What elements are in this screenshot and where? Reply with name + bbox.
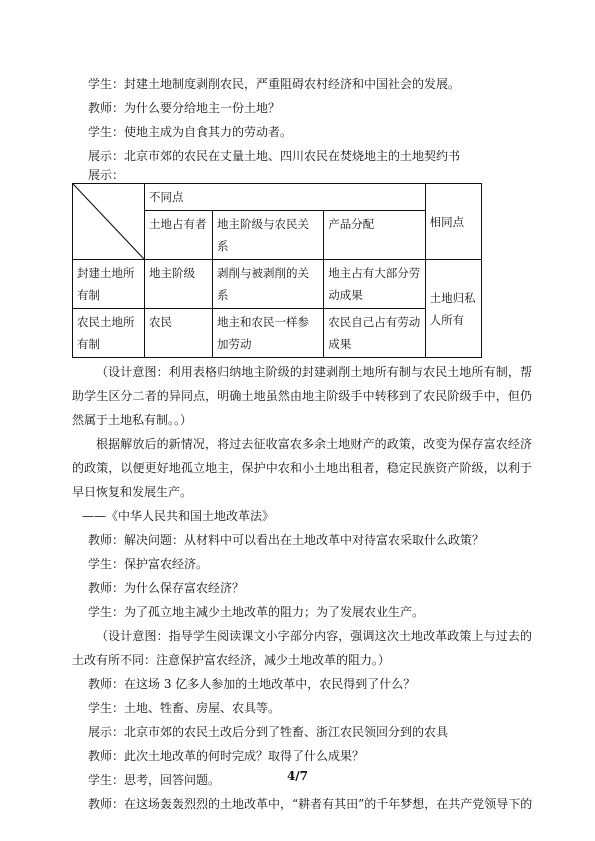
table-cell: 农民自己占有劳动成果 <box>324 309 425 358</box>
text-line: 教师：解决问题：从材料中可以看出在土地改革中对待富农采取什么政策？ <box>88 533 485 547</box>
text-line: 展示： <box>88 168 125 182</box>
text-line: 学生：思考，回答问题。 <box>88 773 221 787</box>
row-label: 农民土地所有制 <box>73 309 145 358</box>
text-line: 展示：北京市郊的农民在丈量土地、四川农民在焚烧地主的土地契约书 <box>88 149 461 163</box>
page-number: 4/7 <box>286 769 309 783</box>
comparison-table <box>72 183 482 358</box>
same-cell: 土地归私人所有 <box>425 260 481 358</box>
text-line: 展示：北京市郊的农民土改后分到了牲畜、浙江农民领回分到的农具 <box>88 725 449 739</box>
col-header: 地主阶级与农民关系 <box>213 211 324 260</box>
text-line: 学生：为了孤立地主减少土地改革的阻力；为了发展农业生产。 <box>88 605 425 619</box>
text-line: 教师：在这场轰轰烈烈的土地改革中，“耕者有其田”的千年梦想，在共产党领导下的 <box>88 797 533 811</box>
table-cell: 地主占有大部分劳动成果 <box>324 260 425 309</box>
table-cell: 剥削与被剥削的关系 <box>213 260 324 309</box>
same-header: 相同点 <box>425 184 481 260</box>
text-line: 学生：土地、牲畜、房屋、农具等。 <box>88 701 281 715</box>
document-page <box>72 72 532 816</box>
text-line: 教师：此次土地改革的何时完成？取得了什么成果？ <box>88 749 365 763</box>
col-header: 产品分配 <box>324 211 425 260</box>
text-line: 教师：在这场 3 亿多人参加的土地改革中，农民得到了什么？ <box>88 677 416 691</box>
diagonal-header-cell <box>73 184 145 260</box>
design-note: （设计意图：利用表格归纳地主阶级的封建剥削土地所有制与农民土地所有制，帮助学生区分二者的异同点，明确土地虽然由地主阶级手中转移到了农民阶级手中，但仍然属于土地私有制。。） <box>72 365 532 427</box>
col-header: 土地占有者 <box>144 211 212 260</box>
text-line: 学生：封建土地制度剥削农民，严重阻碍农村经济和中国社会的发展。 <box>88 77 461 91</box>
design-note: （设计意图：指导学生阅读课文小字部分内容，强调这次土地改革政策上与过去的土改有所不同：注意保护富农经济，减少土地改革的阻力。） <box>72 629 532 667</box>
text-line: 教师：为什么保存富农经济？ <box>88 581 245 595</box>
table-cell: 农民 <box>144 309 212 358</box>
text-line: 学生：保护富农经济。 <box>88 557 209 571</box>
text-line: 教师：为什么要分给地主一份土地？ <box>88 101 281 115</box>
table-cell: 地主阶级 <box>144 260 212 309</box>
row-label: 封建土地所有制 <box>73 260 145 309</box>
table-cell: 地主和农民一样参加劳动 <box>213 309 324 358</box>
diff-group-header: 不同点 <box>144 184 425 211</box>
material-paragraph: 根据解放后的新情况，将过去征收富农多余土地财产的政策，改变为保存富农经济的政策，以便更好地孤立地主，保护中农和小土地出租者，稳定民族资产阶级，以利于早日恢复和发展生产。 <box>72 437 532 499</box>
source-citation: ——《中华人民共和国土地改革法》 <box>82 509 275 523</box>
text-line: 学生：使地主成为自食其力的劳动者。 <box>88 125 293 139</box>
diagonal-line <box>73 184 144 259</box>
